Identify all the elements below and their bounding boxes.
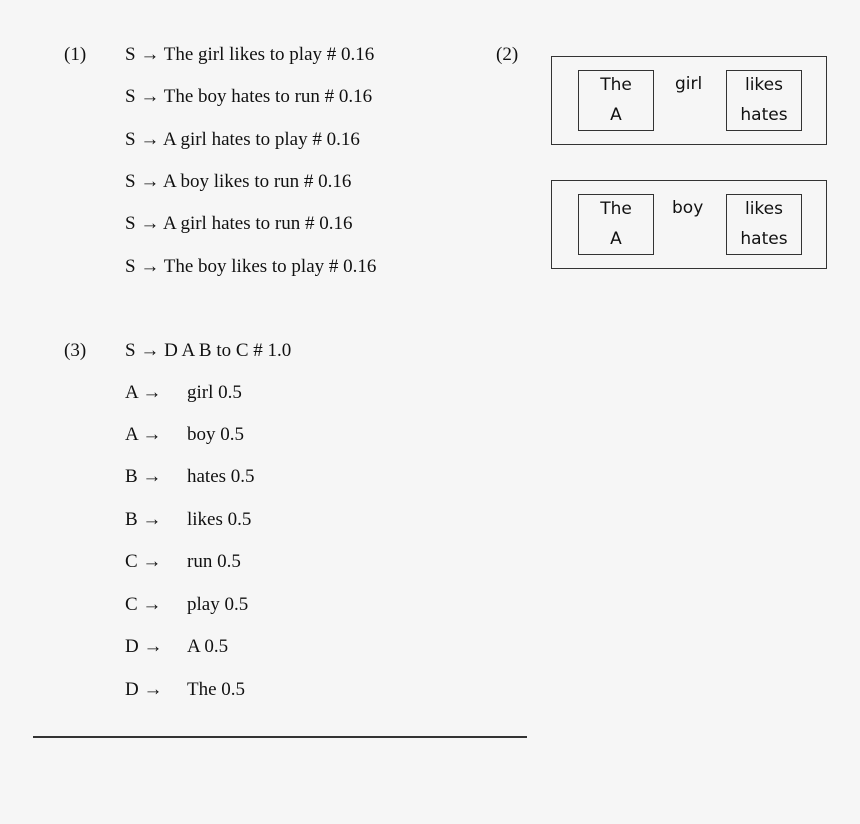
rule-rhs: The 0.5 — [187, 679, 246, 700]
rule-rhs: play 0.5 — [187, 594, 249, 615]
rule-rhs: A 0.5 — [187, 636, 229, 657]
determiner-the: The — [600, 199, 632, 219]
divider-line — [33, 736, 527, 738]
rule-rhs: hates 0.5 — [187, 466, 255, 487]
word-lattice-box-girl — [551, 56, 827, 145]
verb-likes: likes — [744, 75, 783, 95]
rule-lhs: B → — [125, 509, 162, 530]
noun-girl: girl — [675, 74, 703, 94]
rule-rhs: girl 0.5 — [187, 382, 242, 403]
grammar-rule-1-1: S → The girl likes to play # 0.16 — [125, 44, 375, 65]
grammar-rule-1-6: S → The boy likes to play # 0.16 — [125, 256, 377, 277]
rule-lhs: A → — [125, 382, 162, 403]
verb-hates: hates — [740, 229, 788, 249]
grammar-rule-1-2: S → The boy hates to run # 0.16 — [125, 86, 373, 107]
determiner-box — [578, 70, 654, 131]
rule-lhs: D → — [125, 636, 163, 657]
section-2-label: (2) — [496, 44, 519, 65]
section-3-label: (3) — [64, 340, 87, 361]
determiner-a: A — [610, 105, 622, 125]
grammar-rule-1-5: S → A girl hates to run # 0.16 — [125, 213, 353, 234]
start-rule: S → D A B to C # 1.0 — [125, 340, 292, 361]
word-lattice-box-boy — [551, 180, 827, 269]
rule-rhs: likes 0.5 — [187, 509, 252, 530]
rule-lhs: D → — [125, 679, 163, 700]
verb-likes: likes — [744, 199, 783, 219]
determiner-the: The — [600, 75, 632, 95]
determiner-box — [578, 194, 654, 255]
determiner-a: A — [610, 229, 622, 249]
verb-hates: hates — [740, 105, 788, 125]
noun-boy: boy — [672, 198, 704, 218]
section-1-label: (1) — [64, 44, 87, 65]
rule-rhs: boy 0.5 — [187, 424, 244, 445]
rule-lhs: A → — [125, 424, 162, 445]
verb-box — [726, 194, 802, 255]
verb-box — [726, 70, 802, 131]
rule-rhs: run 0.5 — [187, 551, 241, 572]
rule-lhs: C → — [125, 594, 162, 615]
rule-lhs: B → — [125, 466, 162, 487]
rule-lhs: C → — [125, 551, 162, 572]
grammar-rule-1-4: S → A boy likes to run # 0.16 — [125, 171, 352, 192]
grammar-rule-1-3: S → A girl hates to play # 0.16 — [125, 129, 360, 150]
